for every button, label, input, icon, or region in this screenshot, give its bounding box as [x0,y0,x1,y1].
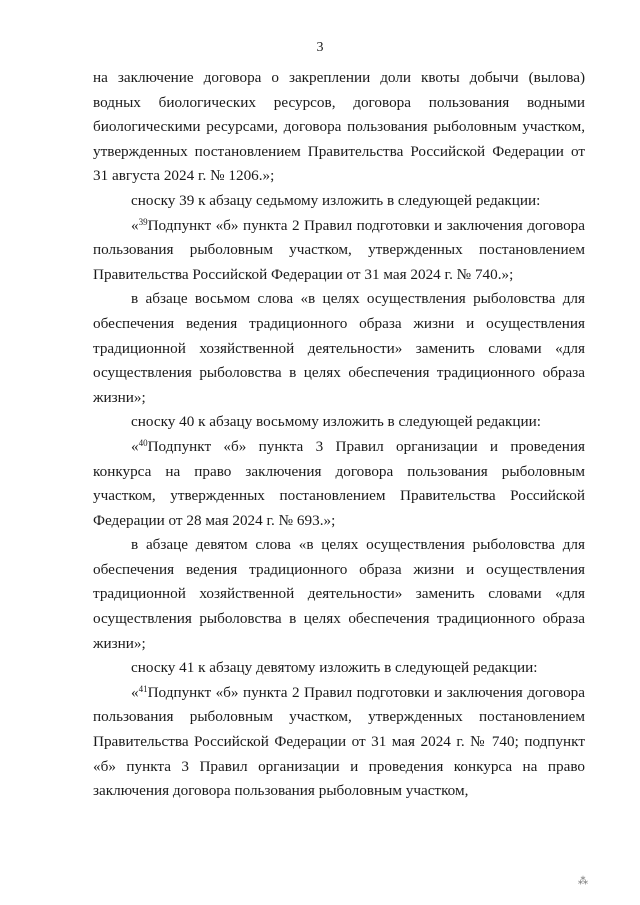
paragraph-6 [93,435,585,533]
footnote-ref-40: 40 [138,437,148,448]
paragraph-1: на заключение договора о закреплении доли квоты добычи (вылова) водных биологических ресурсов, договора пользования водными биологическими ресурсами, договора пользования рыболовным участком, утвержденных постановлением Правительства Российской Федерации от 31 августа 2024 г. № 1206.»; [93,69,585,185]
open-quote: « [131,216,139,234]
scan-mark: ⁂ [578,876,588,887]
paragraph-3-text: Подпункт «б» пункта 2 Правил подготовки и заключения договора пользования рыболовным участком, утвержденных постановлением Правительства Российской Федерации от 31 мая 2024 г. № 740.»; [93,216,585,283]
open-quote: « [131,683,139,701]
open-quote: « [131,437,139,455]
paragraph-4: в абзаце восьмом слова «в целях осуществления рыболовства для обеспечения ведения традиционного образа жизни и осуществления традиционной хозяйственной деятельности» заменить словами «для осуществления рыболовства в целях обеспечения традиционного образа жизни»; [93,290,585,406]
paragraph-8: сноску 41 к абзацу девятому изложить в следующей редакции: [131,659,538,677]
paragraph-6-text: Подпункт «б» пункта 3 Правил организации и проведения конкурса на право заключения договора пользования рыболовным участком, утвержденных постановлением Правительства Российской Федерации от 28 мая 2024 г. № 693.»; [93,437,585,529]
footnote-ref-39: 39 [138,216,148,227]
paragraph-3 [93,214,585,288]
page-number: 3 [316,40,324,55]
paragraph-7: в абзаце девятом слова «в целях осуществления рыболовства для обеспечения ведения традиционного образа жизни и осуществления традиционной хозяйственной деятельности» заменить словами «для осуществления рыболовства в целях обеспечения традиционного образа жизни»; [93,536,585,652]
footnote-ref-41: 41 [138,683,148,694]
document-body [93,66,585,804]
paragraph-5: сноску 40 к абзацу восьмому изложить в следующей редакции: [131,413,541,431]
paragraph-2: сноску 39 к абзацу седьмому изложить в следующей редакции: [131,191,541,209]
paragraph-9-text: Подпункт «б» пункта 2 Правил подготовки и заключения договора пользования рыболовным участком, утвержденных постановлением Правительства Российской Федерации от 31 мая 2024 г. № 740; подпункт «б» пункта 3 Правил организации и проведения конкурса на право заключения договора пользования рыболовным участком, [93,683,585,800]
paragraph-9 [93,681,585,804]
